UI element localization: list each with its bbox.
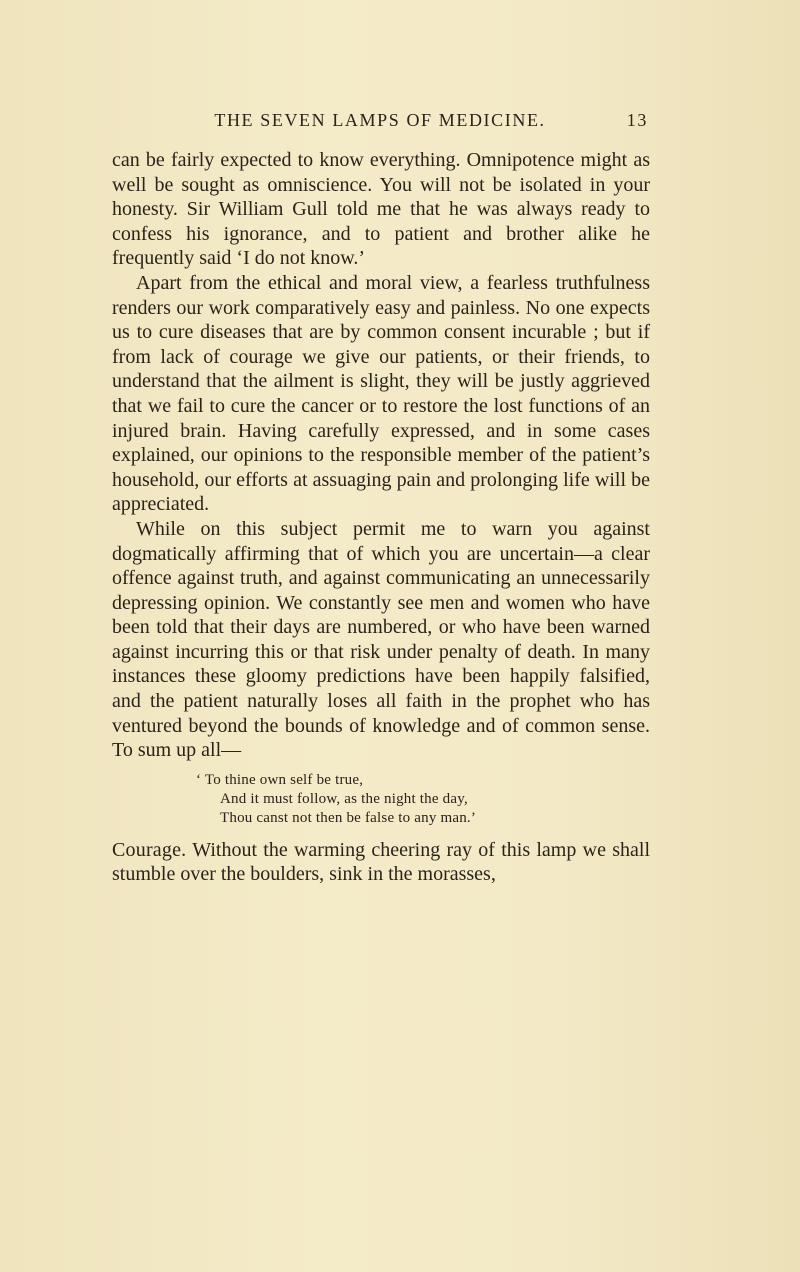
quote-line-2: And it must follow, as the night the day, [220,790,468,807]
paragraph-2: Apart from the ethical and moral view, a fearless truthfulness renders our work comparatively easy and painless. No one expects us to cure diseases that are by common consent incurable ; but if from lack of courage we give our patients, or their friends, to understand that the ailment is slight, they will be justly aggrieved that we fail to cure the cancer or to restore the lost functions of an injured brain. Having carefully expressed, and in some cases explained, our opinions to the responsible member of the patient’s household, our efforts at assuaging pain and prolonging life will be appreciated. [112,271,650,516]
paragraph-4-text: Without the warming cheering ray of this lamp we shall stumble over the boulders, sink in the morasses, [112,838,650,886]
page-body [112,148,650,887]
verse-quote [196,771,650,828]
running-header [112,110,648,138]
section-lead-word: Courage. [112,838,187,861]
paragraph-4 [112,838,650,887]
paragraph-3: While on this subject permit me to warn you against dogmatically affirming that of which you are uncertain—a clear offence against truth, and against communicating an unnecessarily depressing opinion. We constantly see men and women who have been told that their days are numbered, or who have been warned against incurring this or that risk under penalty of death. In many instances these gloomy predictions have been happily falsified, and the patient naturally loses all faith in the prophet who has ventured beyond the bounds of knowledge and of common sense. To sum up all— [112,517,650,762]
quote-line-1: ‘ To thine own self be true, [196,771,364,788]
running-title: THE SEVEN LAMPS OF MEDICINE. [214,110,546,130]
paragraph-1: can be fairly expected to know everything. Omnipotence might as well be sought as omniscience. You will not be isolated in your honesty. Sir William Gull told me that he was always ready to confess his ignorance, and to patient and brother alike he frequently said ‘I do not know.’ [112,149,650,270]
page-number: 13 [626,110,648,130]
quote-line-3: Thou canst not then be false to any man.’ [220,809,477,826]
